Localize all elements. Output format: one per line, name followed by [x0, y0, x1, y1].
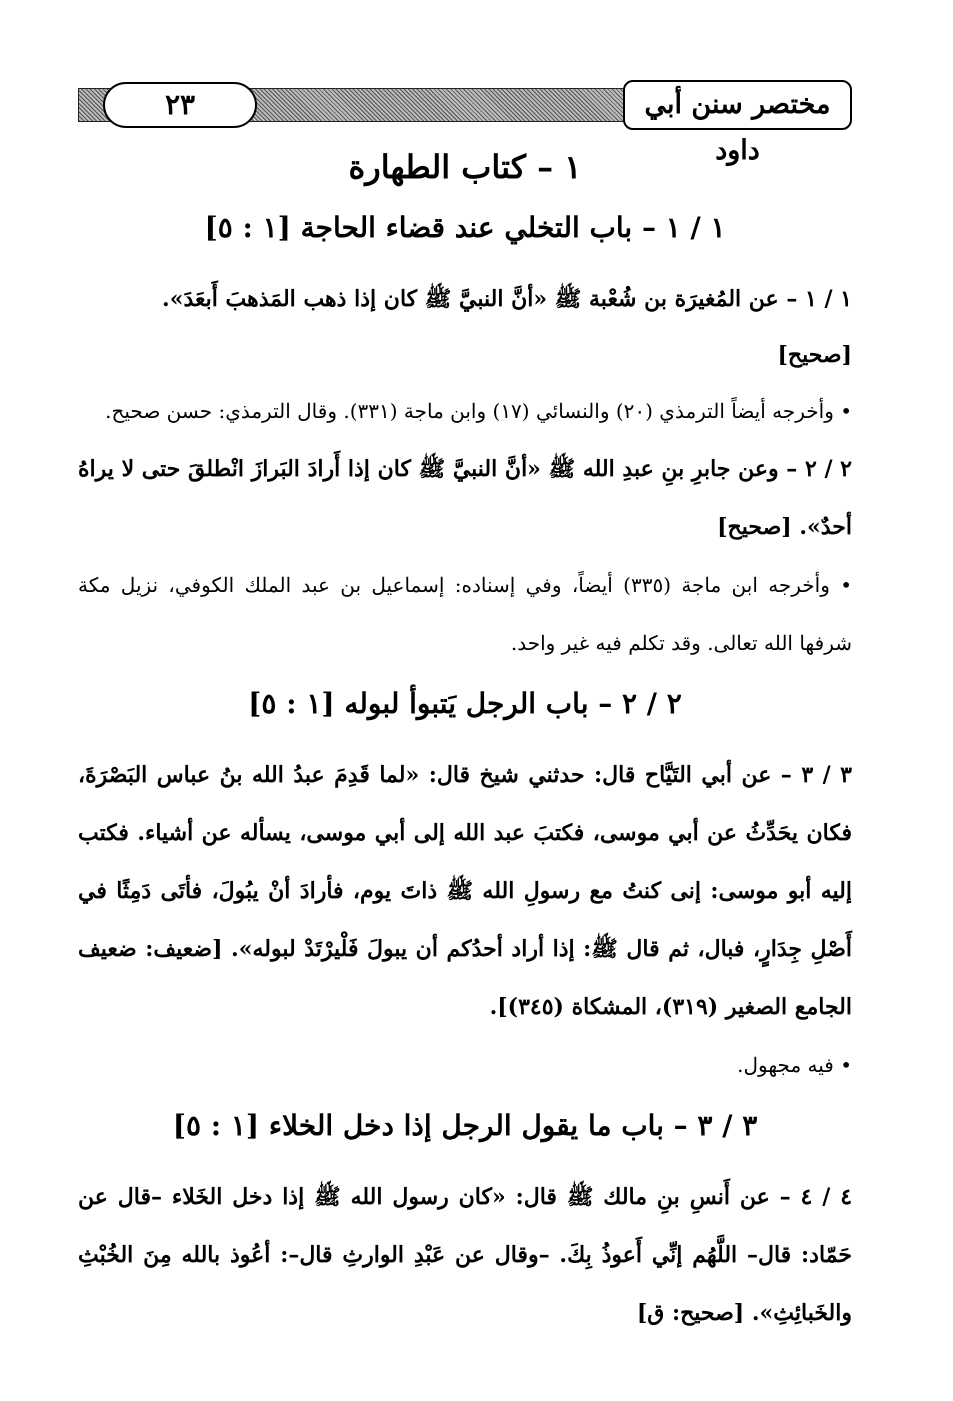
hadith-text: ٢ / ٢ – وعن جابرِ بنِ عبدِ الله ﷺ «أنَّ النبيَّ ﷺ كان إذا أَرادَ البَرازَ انْطلقَ حتى لا يراهُ أحدٌ». [صحيح] — [78, 456, 852, 540]
hadith-text: ٤ / ٤ – عن أَنسِ بنِ مالك ﷺ قال: «كان رسول الله ﷺ إذا دخل الخَلاء –قال عن حَمّاد: قال– اللَّهُم إنِّي أَعوذُ بِكَ. –وقال عن عَبْدِ الوارثِ قال–: أعُوذ بالله مِنَ الخُبْثِ والخَبائِثِ». [صحيح: ق] — [78, 1184, 853, 1326]
hadith-note: • وأخرجه ابن ماجة (٣٣٥) أيضاً، وفي إسناده: إسماعيل بن عبد الملك الكوفي، نزيل مكة شرفها الله تعالى. وقد تكلم فيه غير واحد. — [78, 573, 853, 655]
hadith-text: ١ / ١ – عن المُغيرَة بن شُعْبة ﷺ «أنَّ النبيَّ ﷺ كان إذا ذهب المَذهبَ أَبعَدَ». — [162, 286, 852, 312]
section-heading: ١ / ١ – باب التخلي عند قضاء الحاجة [١ : ٥] — [204, 211, 726, 244]
page-number: ٢٣ — [103, 82, 257, 128]
section-heading: ٣ / ٣ – باب ما يقول الرجل إذا دخل الخلاء [١ : ٥] — [172, 1109, 758, 1142]
hadith-note: • فيه مجهول. — [737, 1053, 852, 1077]
book-title: ١ – كتاب الطهارة — [348, 148, 582, 186]
page-content — [78, 140, 852, 1342]
hadith-note: • وأخرجه أيضاً الترمذي (٢٠) والنسائي (١٧) وابن ماجة (٣٣١). وقال الترمذي: حسن صحيح. — [105, 399, 852, 423]
hadith-text: ٣ / ٣ – عن أبي التَيَّاح قال: حدثني شيخ قال: «لما قَدِمَ عبدُ الله بنُ عباس البَصْرَةَ، فكان يحَدِّثُ عن أبي موسى، فكتبَ عبد الله إلى أبي موسى، يسأله عن أشياء. فكتب إليه أبو موسى: إنى كنتُ مع رسولِ الله ﷺ ذاتَ يوم، فأرادَ أنْ يبُولَ، فأتَى دَمِثًا في أَصْلِ جِدَارٍ، فبال، ثم قال ﷺ: إذا أراد أحدُكم أن يبولَ فَلْيرْتَدْ لبوله». [ضعيف: ضعيف الجامع الصغير (٣١٩)، المشكاة (٣٤٥)]. — [78, 762, 852, 1020]
hadith-grade: [صحيح] — [777, 342, 852, 368]
running-title: مختصر سنن أبي داود — [623, 80, 852, 130]
page-header — [78, 78, 852, 166]
section-heading: ٢ / ٢ – باب الرجل يَتبوأ لبوله [١ : ٥] — [248, 687, 682, 720]
